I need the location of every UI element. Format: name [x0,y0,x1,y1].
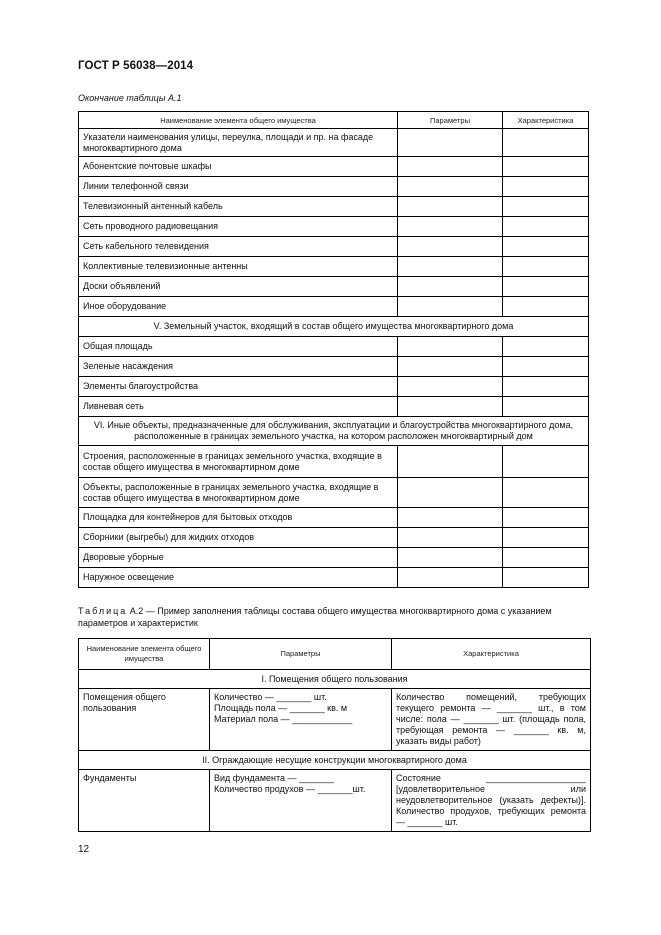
cell [503,548,589,568]
section-heading: I. Помещения общего пользования [79,670,591,689]
table2-caption-text: А.2 — Пример заполнения таблицы состава общего имущества многоквартирного дома с указанием параметров и характеристик [78,606,552,628]
column-header: Характеристика [503,112,589,129]
row-label: Помещения общего пользования [79,689,210,751]
row-label: Элементы благоустройства [79,377,398,397]
table-row [79,397,589,417]
cell [398,357,503,377]
row-label: Наружное освещение [79,568,398,588]
cell [398,478,503,508]
cell [398,197,503,217]
cell [398,297,503,317]
table-row [79,508,589,528]
table-row [79,129,589,157]
table-row [79,770,591,832]
table-row [79,277,589,297]
cell [503,277,589,297]
row-label: Доски объявлений [79,277,398,297]
table-row [79,337,589,357]
row-label: Иное оборудование [79,297,398,317]
section-heading: VI. Иные объекты, предназначенные для обслуживания, эксплуатации и благоустройства многоквартирного дома, расположенные в границах земельного участка, на котором расположен многоквартирный дом [79,417,589,446]
table-row [79,297,589,317]
cell [503,237,589,257]
section-row [79,751,591,770]
cell [398,257,503,277]
cell [398,337,503,357]
cell [398,548,503,568]
cell [398,397,503,417]
table-row [79,548,589,568]
characteristic-cell: Количество помещений, требующих текущего ремонта — _______ шт., в том числе: пола — _______ шт. (площадь пола, требующая ремонта — _______ кв. м, указать виды работ) [392,689,591,751]
section-row [79,670,591,689]
cell [503,357,589,377]
table-header-row [79,639,591,670]
row-label: Телевизионный антенный кабель [79,197,398,217]
table-row [79,568,589,588]
column-header: Параметры [210,639,392,670]
row-label: Ливневая сеть [79,397,398,417]
row-label: Указатели наименования улицы, переулка, площади и пр. на фасаде многоквартирного дома [79,129,398,157]
cell [503,528,589,548]
row-label: Абонентские почтовые шкафы [79,157,398,177]
section-row [79,417,589,446]
row-label: Строения, расположенные в границах земельного участка, входящие в состав общего имущества в многоквартирном доме [79,446,398,478]
cell [503,568,589,588]
table-row [79,377,589,397]
row-label: Зеленые насаждения [79,357,398,377]
row-label: Фундаменты [79,770,210,832]
row-label: Сеть кабельного телевидения [79,237,398,257]
table-a1 [78,111,589,588]
cell [398,446,503,478]
section-heading: II. Ограждающие несущие конструкции многоквартирного дома [79,751,591,770]
page-number: 12 [78,844,90,855]
table-header-row [79,112,589,129]
table-row [79,157,589,177]
cell [503,377,589,397]
table-row [79,217,589,237]
cell [398,508,503,528]
table1-caption: Окончание таблицы А.1 [78,93,182,103]
page-title: ГОСТ Р 56038—2014 [78,60,194,72]
cell [398,177,503,197]
column-header: Параметры [398,112,503,129]
section-row [79,317,589,337]
section-heading: V. Земельный участок, входящий в состав общего имущества многоквартирного дома [79,317,589,337]
row-label: Общая площадь [79,337,398,357]
table-row [79,177,589,197]
cell [398,528,503,548]
cell [398,568,503,588]
row-label: Сборники (выгребы) для жидких отходов [79,528,398,548]
table-row [79,528,589,548]
table2-caption-label: Таблица [78,606,128,616]
parameters-cell: Вид фундамента — _______ Количество продухов — _______шт. [210,770,392,832]
cell [398,237,503,257]
cell [398,157,503,177]
parameters-cell: Количество — _______ шт. Площадь пола — _______ кв. м Материал пола — ____________ [210,689,392,751]
cell [503,217,589,237]
cell [503,157,589,177]
table-row [79,237,589,257]
row-label: Линии телефонной связи [79,177,398,197]
cell [398,377,503,397]
cell [398,277,503,297]
table-row [79,257,589,277]
cell [503,478,589,508]
cell [503,446,589,478]
table-row [79,197,589,217]
row-label: Объекты, расположенные в границах земельного участка, входящие в состав общего имущества в многоквартирном доме [79,478,398,508]
row-label: Дворовые уборные [79,548,398,568]
cell [503,177,589,197]
cell [398,217,503,237]
characteristic-cell: Состояние ____________________ [удовлетворительное или неудовлетворительное (указать дефекты)]. Количество продухов, требующих ремонта — _______ шт. [392,770,591,832]
column-header: Характеристика [392,639,591,670]
cell [398,129,503,157]
table2-caption [78,605,590,629]
row-label: Площадка для контейнеров для бытовых отходов [79,508,398,528]
table-row [79,357,589,377]
column-header: Наименование элемента общего имущества [79,112,398,129]
row-label: Коллективные телевизионные антенны [79,257,398,277]
cell [503,337,589,357]
cell [503,197,589,217]
cell [503,257,589,277]
cell [503,129,589,157]
table-a2 [78,638,591,832]
table-row [79,446,589,478]
row-label: Сеть проводного радиовещания [79,217,398,237]
cell [503,297,589,317]
cell [503,397,589,417]
table-row [79,689,591,751]
cell [503,508,589,528]
table-row [79,478,589,508]
column-header: Наименование элемента общего имущества [79,639,210,670]
